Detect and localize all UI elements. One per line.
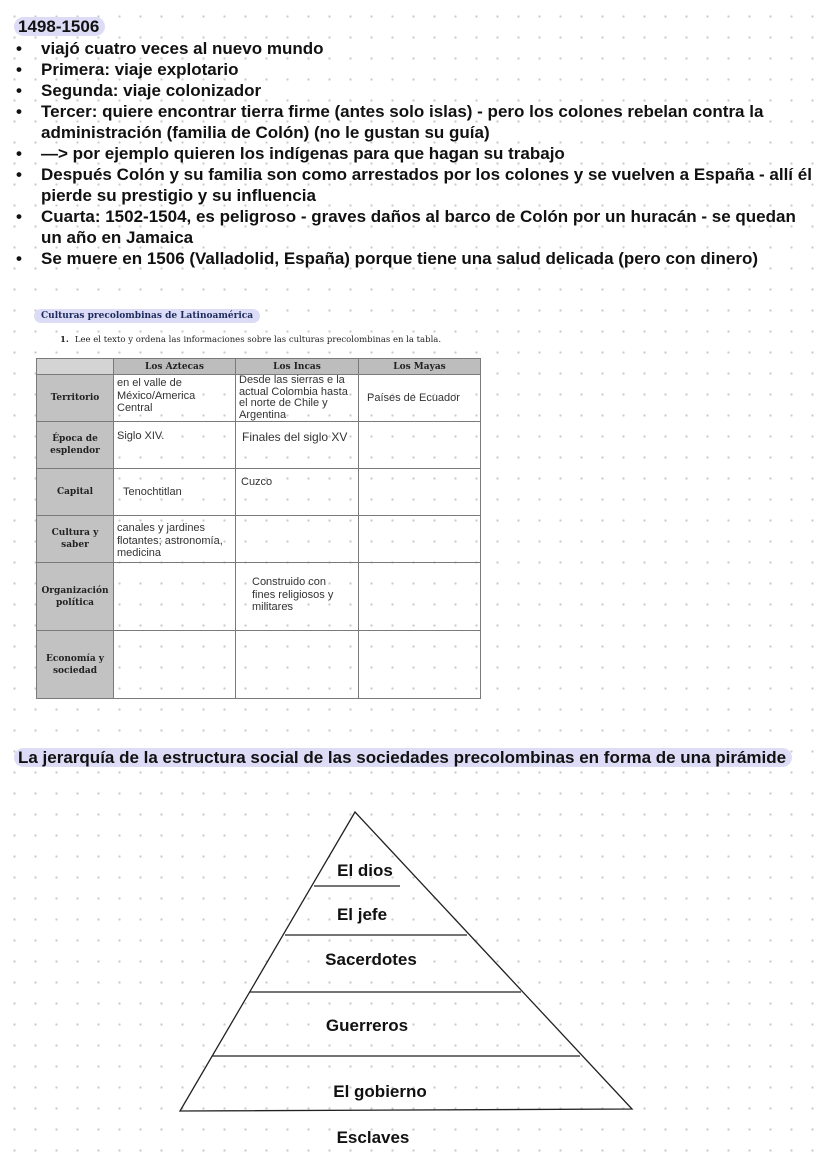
pyramid-level-god: El dios bbox=[337, 861, 393, 880]
bullet-item: • Primera: viaje explotario bbox=[14, 59, 814, 80]
pyramid-heading: La jerarquía de la estructura social de las sociedades precolombinas en forma de una pirámide bbox=[14, 747, 814, 769]
column-header: Los Mayas bbox=[359, 359, 481, 375]
worksheet-title: Culturas precolombinas de Latinoamérica bbox=[34, 309, 260, 323]
pyramid-level-government: El gobierno bbox=[333, 1082, 427, 1101]
table-cell: Desde las sierras e la actual Colombia hasta el norte de Chile y Argentina bbox=[236, 375, 359, 422]
column-header: Los Aztecas bbox=[114, 359, 236, 375]
bullet-item: • —> por ejemplo quieren los indígenas para que hagan su trabajo bbox=[14, 143, 814, 164]
bullet-item: • Cuarta: 1502-1504, es peligroso - graves daños al barco de Colón por un huracán - se quedan un año en Jamaica bbox=[14, 206, 814, 248]
bullet-item: • Después Colón y su familia son como arrestados por los colones y se vuelven a España - allí él pierde su prestigio y su influencia bbox=[14, 164, 814, 206]
row-header: Economía y sociedad bbox=[37, 631, 114, 699]
bullet-item: • Segunda: viaje colonizador bbox=[14, 80, 814, 101]
pyramid-level-slaves: Esclaves bbox=[336, 1128, 410, 1147]
row-header: Territorio bbox=[37, 375, 114, 422]
date-heading: 1498-1506 bbox=[14, 16, 105, 37]
bullet-item: • Tercer: quiere encontrar tierra firme (antes solo islas) - pero los colones rebelan contra la administración (familia de Colón) (no le gustan su guía) bbox=[14, 101, 814, 143]
pyramid-level-chief: El jefe bbox=[336, 905, 388, 924]
instruction-text: Lee el texto y ordena las informaciones sobre las culturas precolombinas en la tabla. bbox=[74, 335, 442, 345]
row-header: Organización política bbox=[37, 563, 114, 631]
table-cell: canales y jardines flotantes; astronomía, medicina bbox=[114, 516, 236, 563]
instruction-number: 1. bbox=[60, 335, 69, 345]
table-cell: Finales del siglo XV bbox=[236, 422, 359, 469]
table-cell: Cuzco bbox=[236, 469, 359, 516]
row-header: Capital bbox=[37, 469, 114, 516]
table-cell: Tenochtitlan bbox=[114, 469, 236, 516]
row-header: Cultura y saber bbox=[37, 516, 114, 563]
table-cell: Países de Ecuador bbox=[359, 375, 481, 422]
column-header: Los Incas bbox=[236, 359, 359, 375]
bullet-item: • viajó cuatro veces al nuevo mundo bbox=[14, 38, 814, 59]
pyramid-level-warriors: Guerreros bbox=[325, 1016, 409, 1035]
bullet-item: • Se muere en 1506 (Valladolid, España) porque tiene una salud delicada (pero con dinero) bbox=[14, 248, 814, 269]
table-cell: Construido con fines religiosos y militares bbox=[236, 563, 359, 631]
table-cell: en el valle de México/America Central bbox=[114, 375, 236, 422]
pyramid-level-priests: Sacerdotes bbox=[325, 950, 417, 969]
row-header: Época de esplendor bbox=[37, 422, 114, 469]
table-cell: Siglo XIV. bbox=[114, 422, 236, 469]
